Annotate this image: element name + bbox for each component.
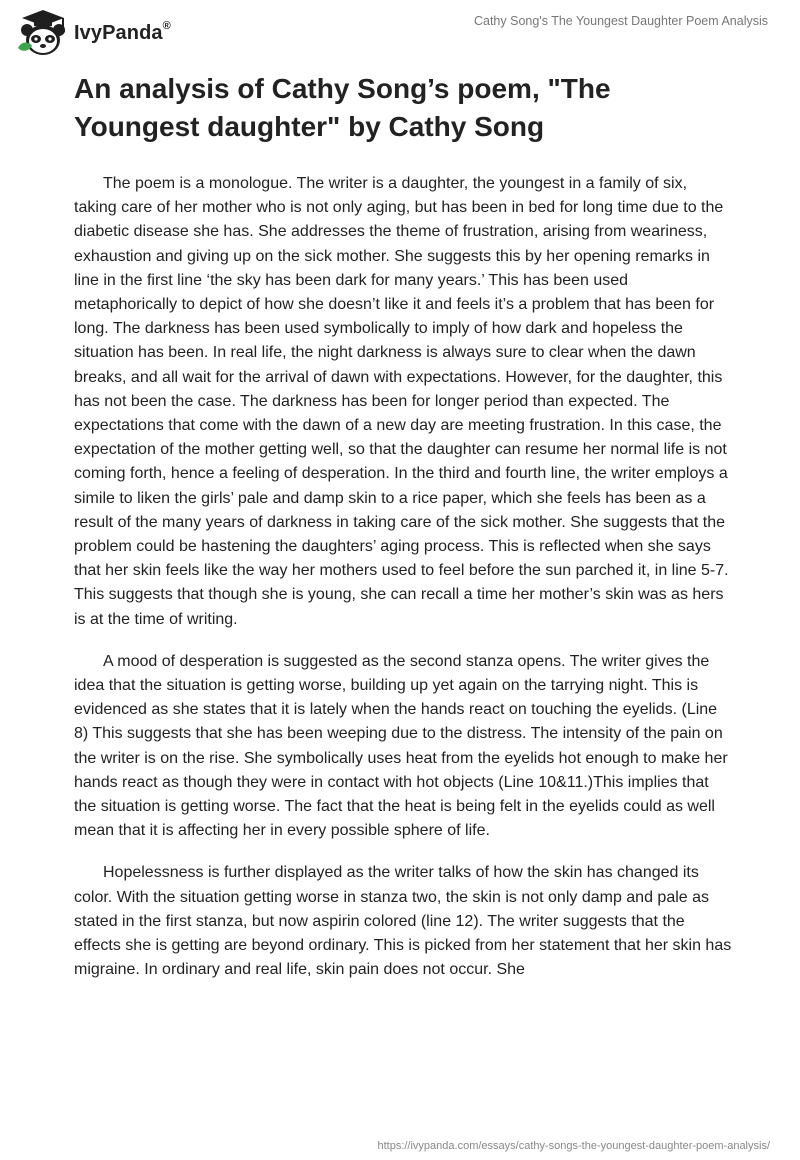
logo-text: IvyPanda® [74, 19, 171, 44]
source-url[interactable]: https://ivypanda.com/essays/cathy-songs-the-youngest-daughter-poem-analysis/ [377, 1140, 770, 1152]
paragraph-1: The poem is a monologue. The writer is a daughter, the youngest in a family of six, taking care of her mother who is not only aging, but has been in bed for long time due to the diabetic disease she has. She addresses the theme of frustration, arising from weariness, exhaustion and giving up on the sick mother. She suggests this by her opening remarks in line in the first line ‘the sky has been dark for many years.’ This has been used metaphorically to depict of how she doesn’t like it and feels it’s a problem that has been for long. The darkness has been used symbolically to imply of how dark and hopeless the situation has been. In real life, the night darkness is always sure to clear when the dawn breaks, and all wait for the arrival of dawn with expectations. However, for the daughter, this has not been the case. The darkness has been for longer period than expected. The expectations that come with the dawn of a new day are meeting frustration. In this case, the expectation of the mother getting well, so that the daughter can resume her normal life is not coming forth, hence a feeling of desperation. In the third and fourth line, the writer employs a simile to liken the girls’ pale and damp skin to a rice paper, which she feels has been as a result of the many years of darkness in taking care of the sick mother. She suggests that the problem could be hastening the daughters’ aging process. This is reflected when she says that her skin feels like the way her mothers used to feel before the sun parched it, in line 5-7. This suggests that though she is young, she can recall a time her mother’s skin was as hers is at the time of writing. [74, 175, 729, 628]
paragraph-3: Hopelessness is further displayed as the writer talks of how the skin has changed its color. With the situation getting worse in stanza two, the skin is not only damp and pale as stated in the first stanza, but now aspirin colored (line 12). The writer suggests that the effects she is getting are beyond ordinary. This is picked from her statement that her skin has migraine. In ordinary and real life, skin pain does not occur. She [74, 864, 732, 979]
paragraph-2: A mood of desperation is suggested as the second stanza opens. The writer gives the idea that the situation is getting worse, building up yet again on the tarrying night. This is evidenced as she states that it is lately when the hands react on touching the eyelids. (Line 8) This suggests that she has been weeping due to the distress. The intensity of the pain on the writer is on the rise. She symbolically uses heat from the eyelids hot enough to make her hands react as though they were in contact with hot objects (Line 10&11.)This implies that the situation is getting worse. The fact that the heat is being felt in the eyelids could as well mean that it is affecting her in every possible sphere of life. [74, 652, 728, 840]
page-header [0, 0, 800, 62]
article-body [74, 172, 734, 1001]
panda-graduation-cap-icon [14, 8, 72, 58]
article-title: An analysis of Cathy Song’s poem, "The Youngest daughter" by Cathy Song [74, 73, 611, 142]
page-title-header: Cathy Song's The Youngest Daughter Poem Analysis [473, 14, 768, 28]
registered-mark: ® [162, 19, 171, 32]
ivypanda-logo[interactable] [14, 8, 171, 58]
